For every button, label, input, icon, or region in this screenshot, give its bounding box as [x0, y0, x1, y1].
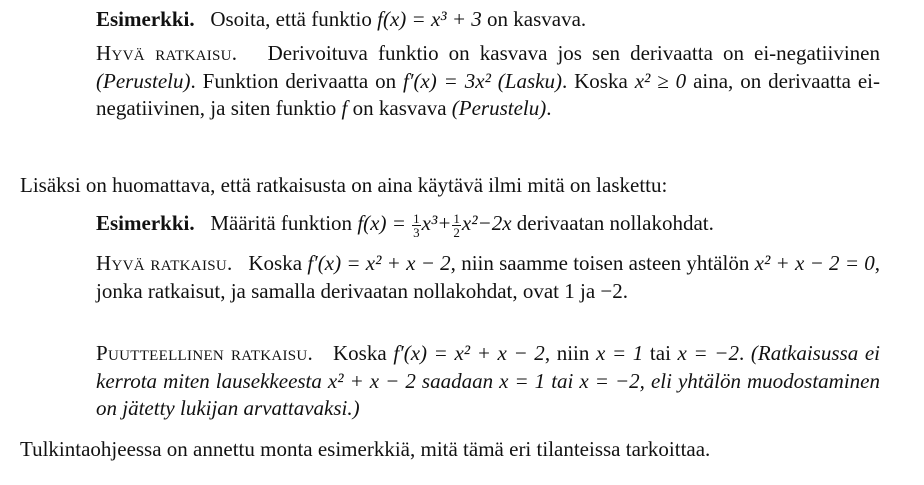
solution-2-text-4: ja	[574, 278, 601, 303]
example-2-task-prefix: Määritä funktion	[210, 211, 358, 235]
solution-1-note-3: (Perustelu)	[451, 96, 547, 120]
solution-3-note: (Ratkaisussa ei kerrota miten lausekkeesta x² + x − 2 saadaan x = 1 tai x = −2, eli yhtälön muodostaminen on jätetty lukijan arvattavaksi.)	[96, 341, 880, 420]
example-1-task-prefix: Osoita, että funktio	[210, 7, 378, 31]
solution-1-text-1: Derivoituva funktio on kasvava jos sen derivaatta on ei-negatiivinen	[267, 41, 880, 65]
fraction-one-half	[452, 212, 461, 239]
good-solution-1	[96, 40, 880, 123]
solution-1-math-1: f′(x) = 3x²	[403, 68, 491, 93]
good-solution-2-label: Hyvä ratkaisu.	[96, 251, 233, 275]
solution-3-math-2: x = 1	[596, 341, 644, 365]
example-1-label: Esimerkki.	[96, 7, 195, 31]
fraction-2-numerator: 1	[453, 210, 460, 226]
solution-2-text-1: Koska	[248, 251, 308, 275]
solution-3-text-4: .	[738, 341, 751, 365]
example-2	[96, 210, 880, 239]
solution-3-text-1: Koska	[333, 341, 394, 365]
solution-2-math-3: 1	[564, 278, 575, 303]
solution-1-note-1: (Perustelu)	[96, 68, 191, 93]
solution-1-text-5: on kasvava	[347, 96, 452, 120]
paragraph-1: Lisäksi on huomattava, että ratkaisusta on aina käytävä ilmi mitä on laskettu:	[20, 173, 668, 197]
example-2-math-c: x²−2x	[461, 211, 512, 235]
example-1	[96, 6, 880, 34]
solution-1-math-3: f	[341, 96, 348, 120]
solution-2-text-2: , niin saamme toisen asteen yhtälön	[450, 251, 755, 275]
example-1-math: f(x) = x³ + 3	[377, 7, 482, 31]
solution-3-math-3: x = −2	[677, 341, 739, 365]
example-1-task-suffix: on kasvava.	[481, 7, 587, 31]
incomplete-solution-label: Puutteellinen ratkaisu.	[96, 341, 314, 365]
example-2-math-b: x³+	[421, 211, 452, 235]
good-solution-1-label: Hyvä ratkaisu.	[96, 41, 238, 65]
good-solution-2	[96, 250, 880, 305]
fraction-2-denominator: 2	[453, 224, 460, 240]
incomplete-solution	[96, 340, 880, 423]
solution-3-text-2: , niin	[544, 341, 597, 365]
solution-2-math-1: f′(x) = x² + x − 2	[307, 251, 451, 275]
solution-2-text-3: , jonka ratkaisut, ja samalla derivaatan nollakohdat, ovat	[96, 251, 881, 303]
fraction-1-denominator: 3	[413, 224, 420, 240]
solution-3-text-3: tai	[643, 341, 678, 365]
solution-1-math-2: x² ≥ 0	[634, 68, 687, 93]
example-2-label: Esimerkki.	[96, 211, 195, 235]
solution-2-math-4: −2	[600, 278, 623, 303]
solution-1-text-6: .	[546, 96, 552, 120]
solution-1-text-2: . Funktion derivaatta on	[190, 68, 404, 93]
solution-1-text-3: . Koska	[561, 68, 635, 93]
solution-1-note-2: (Lasku)	[497, 68, 562, 93]
example-2-task-suffix: derivaatan nollakohdat.	[511, 211, 714, 235]
paragraph-2: Tulkintaohjeessa on annettu monta esimerkkiä, mitä tämä eri tilanteissa tarkoittaa.	[20, 437, 711, 461]
fraction-1-numerator: 1	[413, 210, 420, 226]
solution-2-text-5: .	[622, 278, 629, 303]
solution-3-math-1: f′(x) = x² + x − 2	[393, 341, 545, 365]
solution-1-text-4: aina, on derivaatta ei-negatiivinen, ja siten funktio	[96, 68, 880, 120]
example-2-math-a: f(x) =	[357, 211, 412, 235]
fraction-one-third	[412, 212, 421, 239]
solution-2-math-2: x² + x − 2 = 0	[754, 251, 875, 275]
